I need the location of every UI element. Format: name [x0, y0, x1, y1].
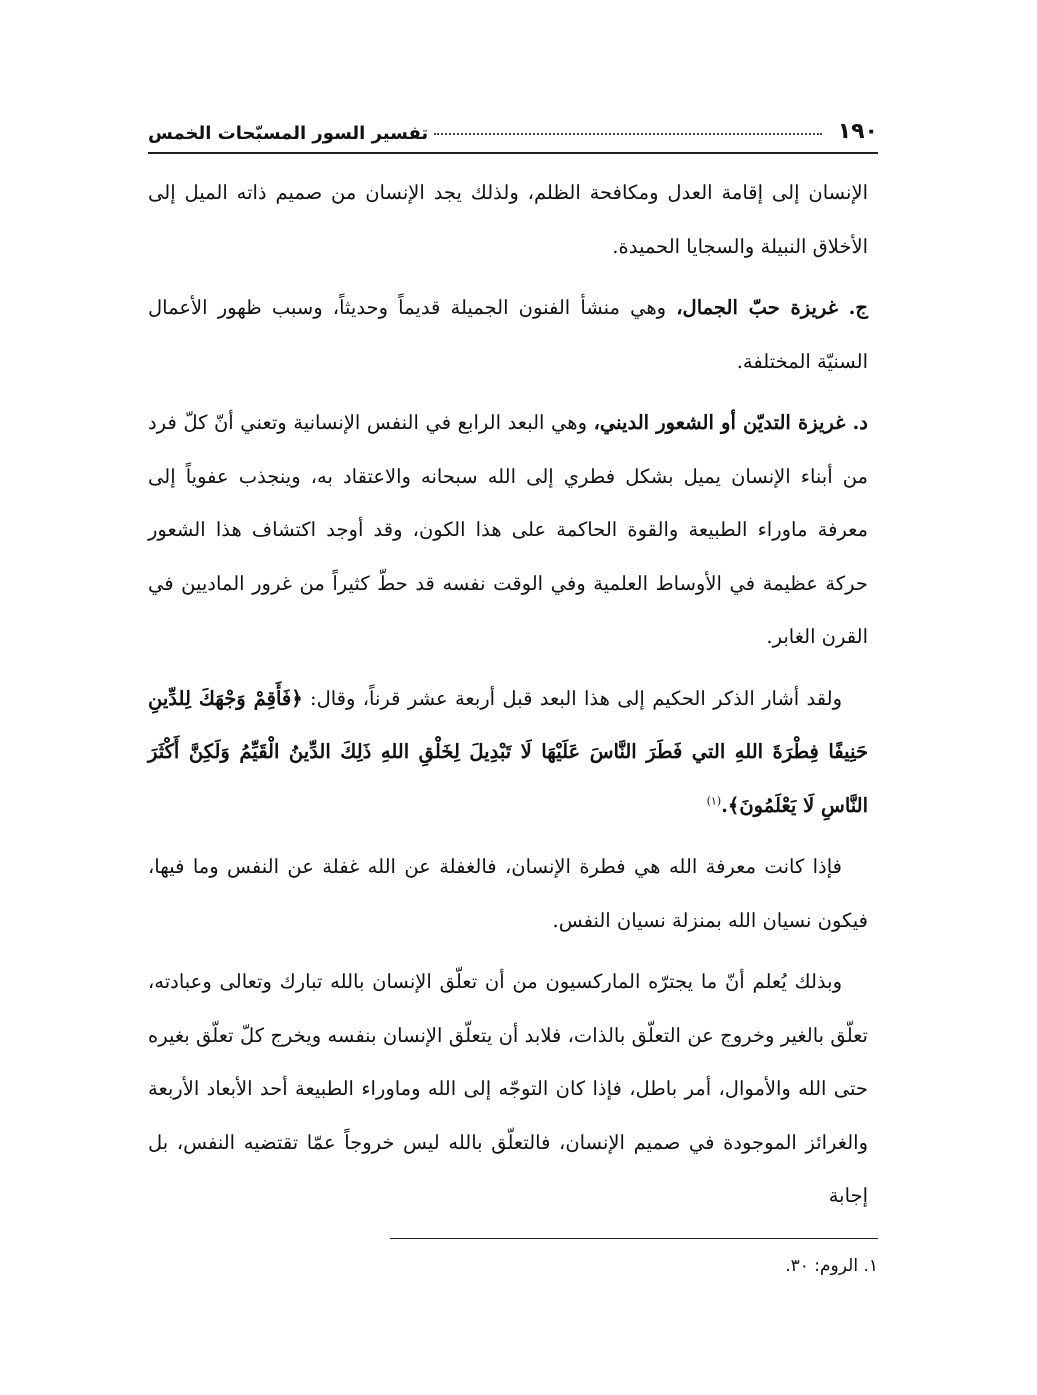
- paragraph-6: وبذلك يُعلم أنّ ما يجترّه الماركسيون من أن تعلّق الإنسان بالله تبارك وتعالى وعبادته، تعلّق بالغير وخروج عن التعلّق بالذات، فلابد أن يتعلّق الإنسان بنفسه ويخرج كلّ تعلّق بغيره حتى الله والأموال، أمر باطل، فإذا كان التوجّه إلى الله وماوراء الطبيعة أحد الأبعاد الأربعة والغرائز الموجودة في صميم الإنسان، فالتعلّق بالله ليس خروجاً عمّا تقتضيه النفس، بل إجابة: [148, 970, 868, 1207]
- paragraph-3: [148, 396, 868, 664]
- footnote-rule: [390, 1238, 878, 1239]
- footnote: ١. الروم: ٣٠.: [785, 1256, 878, 1276]
- paragraph-4-intro: ولقد أشار الذكر الحكيم إلى هذا البعد قبل أربعة عشر قرناً، وقال:: [302, 686, 842, 710]
- header-dot-leader: [434, 133, 822, 135]
- footnote-reference[interactable]: (١): [706, 794, 722, 807]
- body-text: [148, 166, 868, 1231]
- paragraph-2-text: وهي منشأ الفنون الجميلة قديماً وحديثاً، وسبب ظهور الأعمال السنيّة المختلفة.: [148, 296, 868, 373]
- header-rule: [148, 152, 878, 154]
- page-number: ١٩٠: [837, 119, 878, 144]
- page-header: [148, 104, 878, 144]
- paragraph-2: [148, 281, 868, 388]
- paragraph-5: فإذا كانت معرفة الله هي فطرة الإنسان، فالغفلة عن الله غفلة عن النفس وما فيها، فيكون نسيان الله بمنزلة نسيان النفس.: [148, 855, 868, 932]
- paragraph-2-label: ج. غريزة حبّ الجمال،: [676, 296, 868, 319]
- paragraph-3-text: وهي البعد الرابع في النفس الإنسانية وتعني أنّ كلّ فرد من أبناء الإنسان يميل بشكل فطري إلى الله سبحانه والاعتقاد به، وينجذب عفوياً إلى معرفة ماوراء الطبيعة والقوة الحاكمة على هذا الكون، وقد أوجد اكتشاف هذا الشعور حركة عظيمة في الأوساط العلمية وفي الوقت نفسه قد حطّ كثيراً من غرور الماديين في القرن الغابر.: [148, 411, 868, 648]
- paragraph-3-label: د. غريزة التديّن أو الشعور الديني،: [593, 411, 868, 434]
- quran-verse: ﴿فَأَقِمْ وَجْهَكَ لِلدِّينِ حَنِيفًا فِطْرَةَ اللهِ التي فَطَرَ النَّاسَ عَلَيْهَا لَا تَبْدِيلَ لِخَلْقِ اللهِ ذَلِكَ الدِّينُ الْقَيِّمُ وَلَكِنَّ أَكْثَرَ النَّاسِ لَا يَعْلَمُونَ﴾.: [148, 686, 868, 817]
- paragraph-1: الإنسان إلى إقامة العدل ومكافحة الظلم، ولذلك يجد الإنسان من صميم ذاته الميل إلى الأخلاق النبيلة والسجايا الحميدة.: [148, 181, 868, 258]
- running-title: تفسير السور المسبّحات الخمس: [148, 123, 429, 144]
- paragraph-4: [148, 672, 868, 833]
